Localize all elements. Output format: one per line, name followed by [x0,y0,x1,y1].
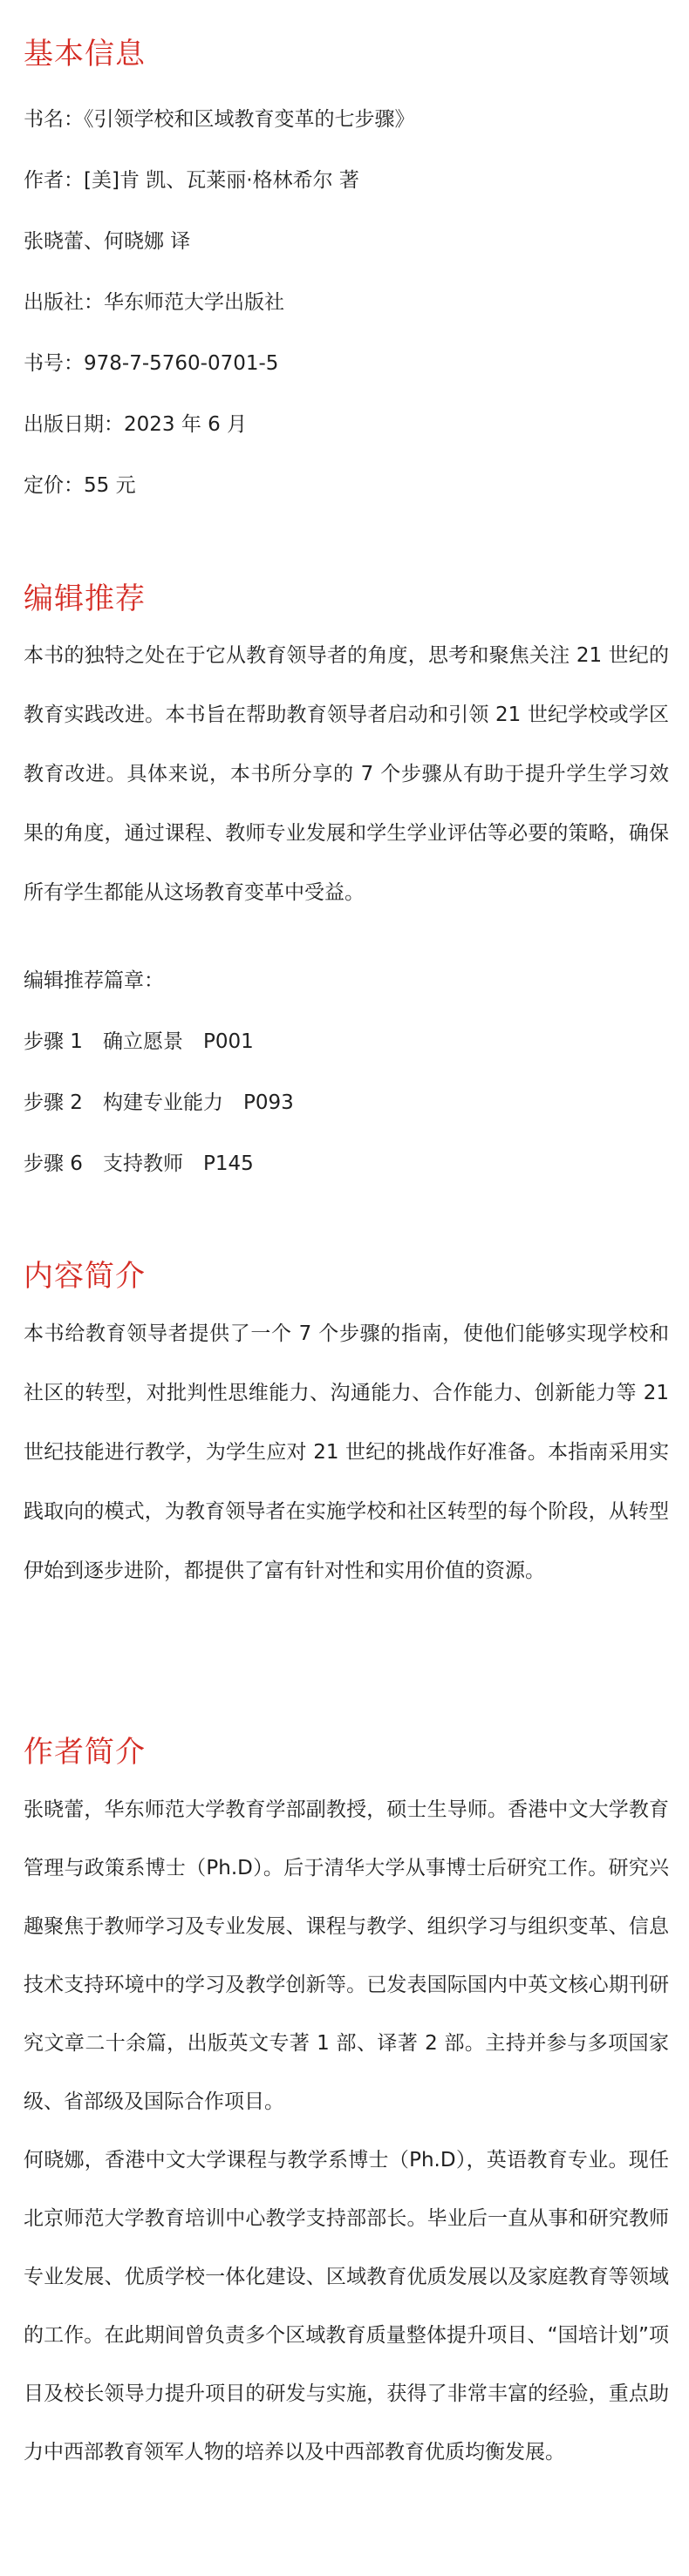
recommended-chapter-item: 步骤 6 支持教师 P145 [24,1152,254,1175]
recommended-chapters-label: 编辑推荐篇章： [24,969,164,992]
author-bio-he: 何晓娜，香港中文大学课程与教学系博士（Ph.D），英语教育专业。现任北京师范大学教育培训中心教学支持部部长。毕业后一直从事和研究教师专业发展、优质学校一体化建设、区域教育优质发展以及家庭教育等领域的工作。在此期间曾负责多个区域教育质量整体提升项目、“国培计划”项目及校长领导力提升项目的研发与实施，获得了非常丰富的经验，重点助力中西部教育领军人物的培养以及中西部教育优质均衡发展。 [24,2149,669,2464]
book-title-line: 书名：《引领学校和区域教育变革的七步骤》 [24,108,415,131]
editor-recommendation-heading: 编辑推荐 [24,581,146,616]
recommended-chapter-item: 步骤 1 确立愿景 P001 [24,1030,254,1053]
author-bio-heading: 作者简介 [24,1735,146,1770]
pub-date-line: 出版日期：2023 年 6 月 [24,413,248,436]
content-summary-heading: 内容简介 [24,1259,146,1294]
editor-recommendation-body: 本书的独特之处在于它从教育领导者的角度，思考和聚焦关注 21 世纪的教育实践改进。本书旨在帮助教育领导者启动和引领 21 世纪学校或学区教育改进。具体来说，本书所分享的 7 个步骤从有助于提升学生学习效果的角度，通过课程、教师专业发展和学生学业评估等必要的策略，确保所有学生都能从这场教育变革中受益。 [24,644,669,904]
content-summary-body: 本书给教育领导者提供了一个 7 个步骤的指南，使他们能够实现学校和社区的转型，对批判性思维能力、沟通能力、合作能力、创新能力等 21 世纪技能进行教学，为学生应对 21 世纪的挑战作好准备。本指南采用实践取向的模式，为教育领导者在实施学校和社区转型的每个阶段，从转型伊始到逐步进阶，都提供了富有针对性和实用价值的资源。 [24,1322,669,1582]
author-bio-zhang: 张晓蕾，华东师范大学教育学部副教授，硕士生导师。香港中文大学教育管理与政策系博士（Ph.D）。后于清华大学从事博士后研究工作。研究兴趣聚焦于教师学习及专业发展、课程与教学、组织学习与组织变革、信息技术支持环境中的学习及教学创新等。已发表国际国内中英文核心期刊研究文章二十余篇，出版英文专著 1 部、译著 2 部。主持并参与多项国家级、省部级及国际合作项目。 [24,1798,669,2113]
publisher-line: 出版社：华东师范大学出版社 [24,291,284,314]
translators-line: 张晓蕾、何晓娜 译 [24,230,191,253]
isbn-line: 书号：978-7-5760-0701-5 [24,352,279,375]
recommended-chapter-item: 步骤 2 构建专业能力 P093 [24,1091,294,1114]
price-line: 定价：55 元 [24,474,136,497]
basic-info-heading: 基本信息 [24,37,146,71]
authors-line: 作者：[美]肯 凯、瓦莱丽·格林希尔 著 [24,169,359,192]
